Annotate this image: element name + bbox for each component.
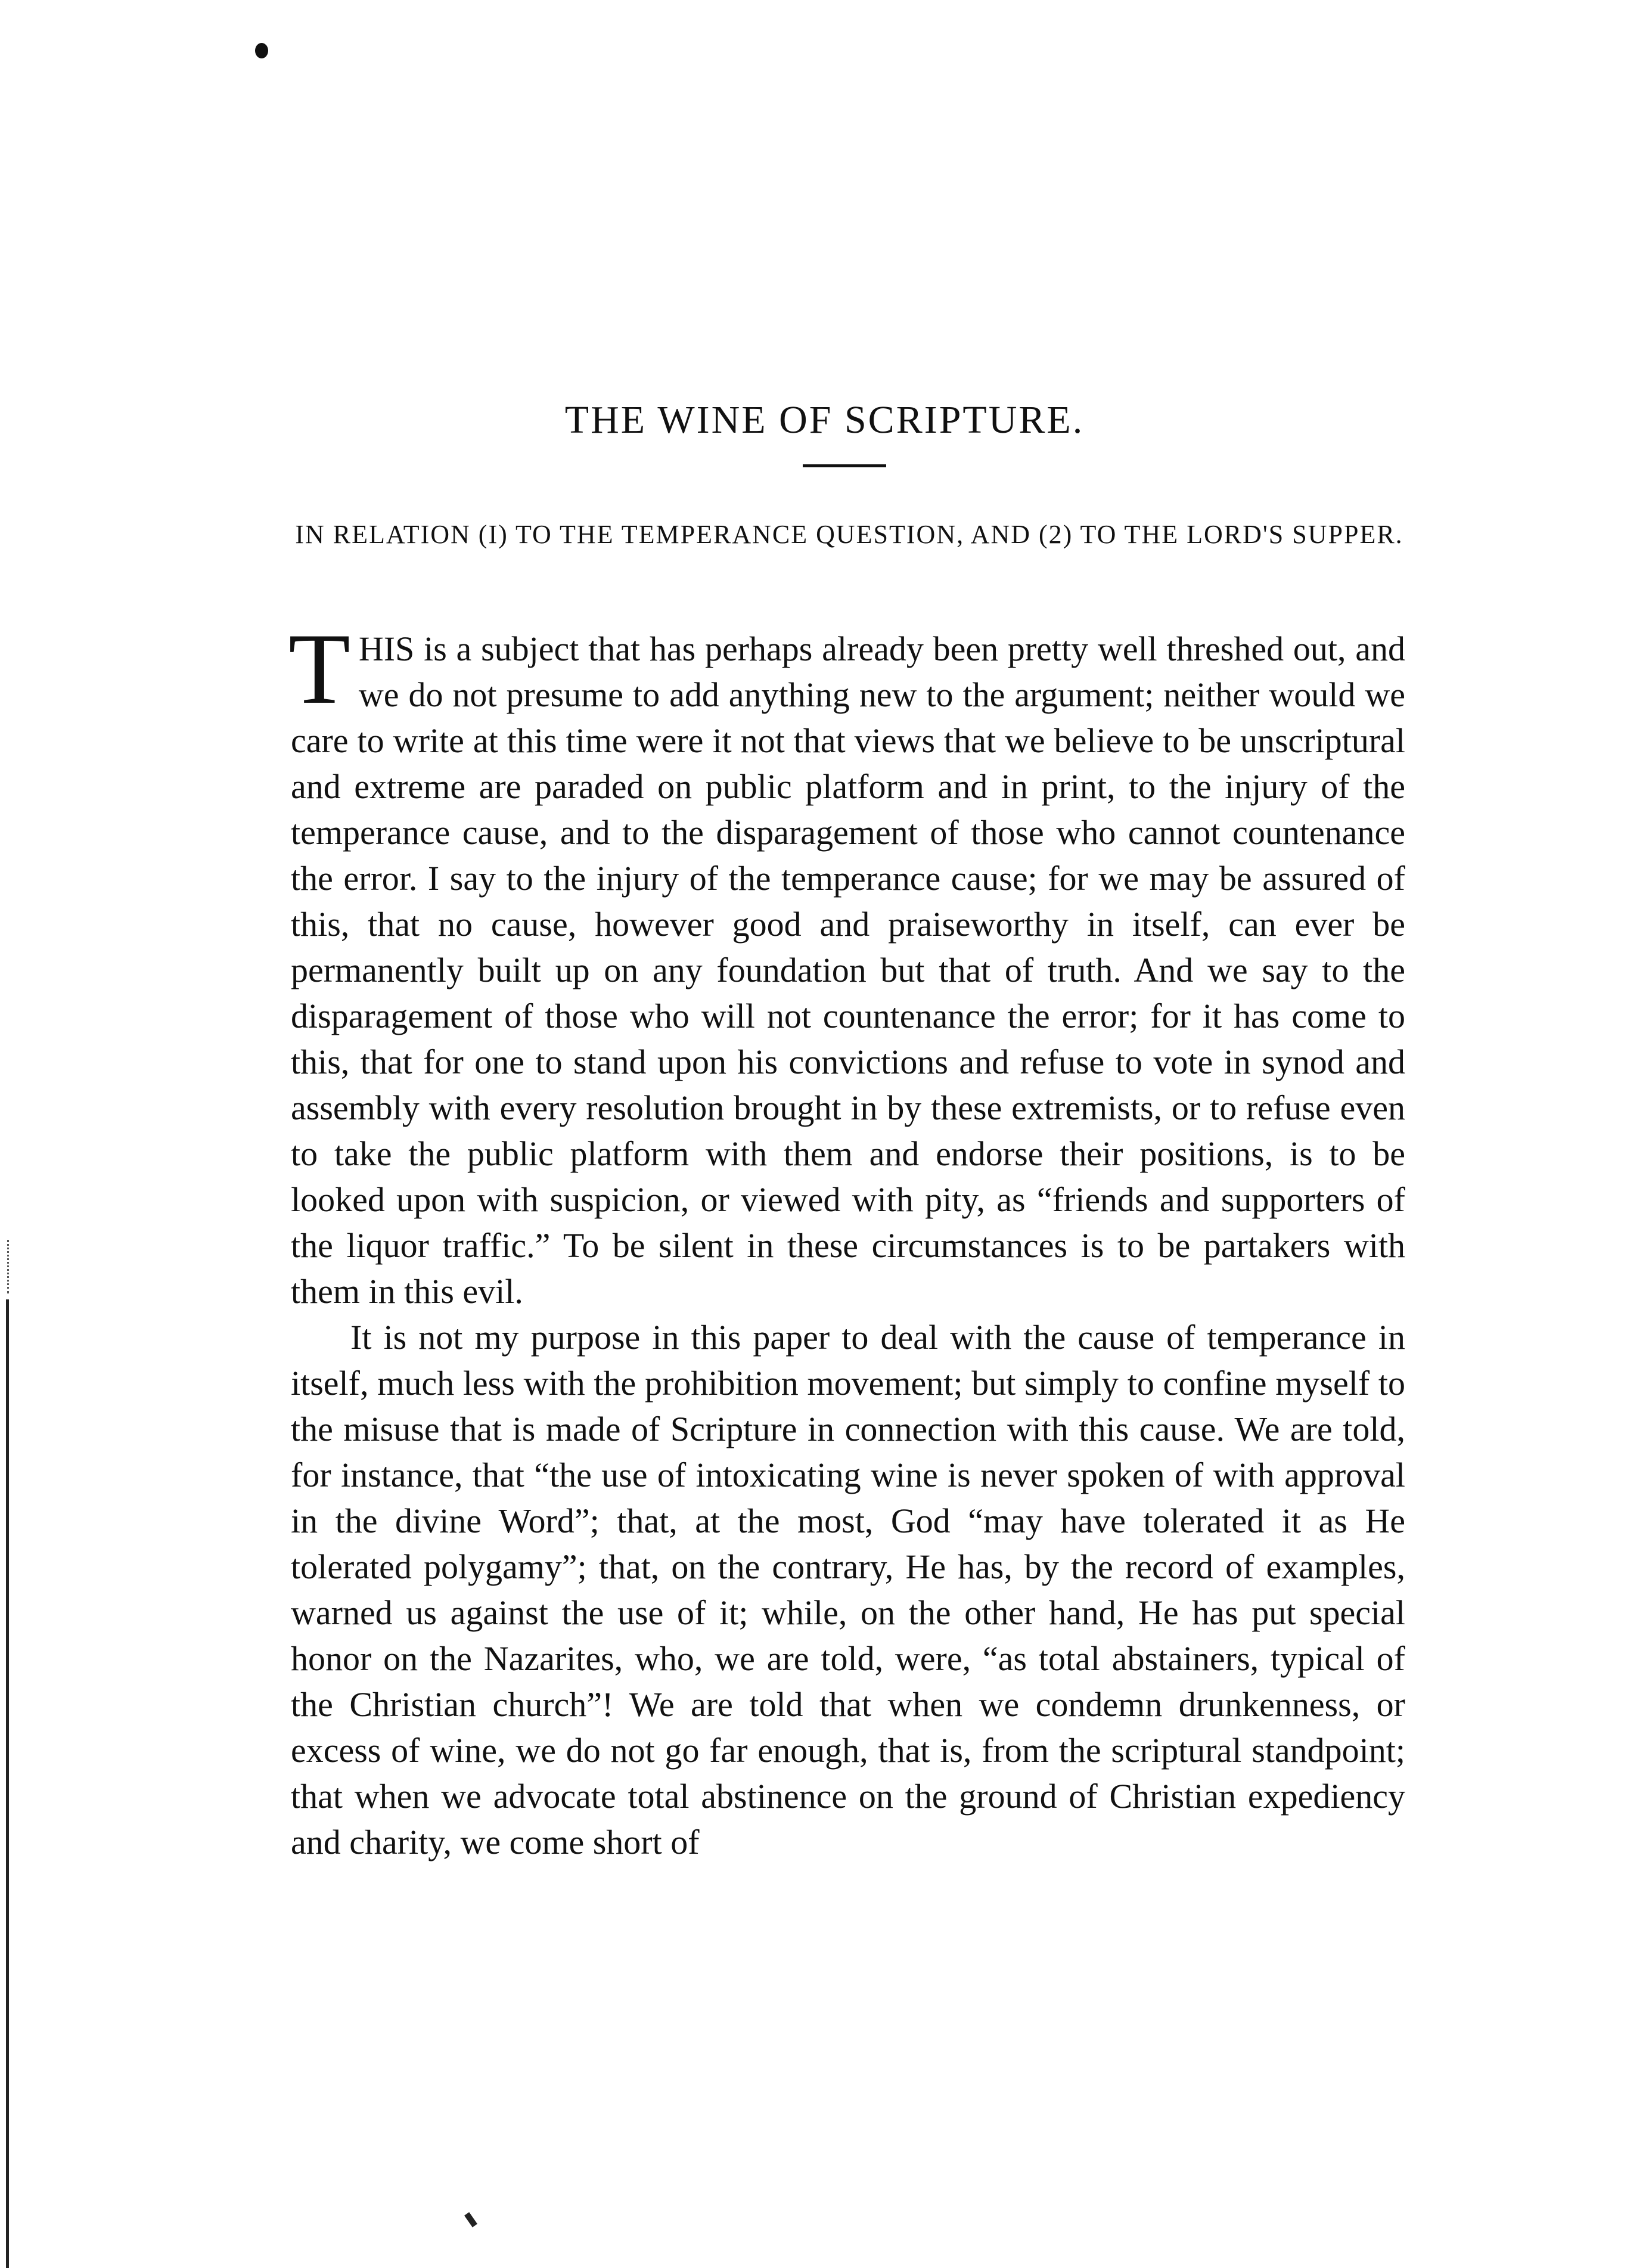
chapter-subtitle: IN RELATION (I) TO THE TEMPERANCE QUESTION, AND (2) TO THE LORD'S SUPPER. bbox=[295, 520, 1403, 549]
title-rule bbox=[803, 464, 886, 467]
paragraph-2: It is not my purpose in this paper to deal with the cause of temperance in itself, much less with the prohibition movement; but simply to confine myself to the misuse that is made of Scripture in connection with this cause. We are told, for instance, that “the use of intoxicating wine is never spoken of with approval in the divine Word”; that, at the most, God “may have tolerated it as He tolerated polygamy”; that, on the contrary, He has, by the record of examples, warned us against the use of it; while, on the other hand, He has put special honor on the Nazarites, who, we are told, were, “as total abstainers, typical of the Christian church”! We are told that when we condemn drunkenness, or excess of wine, we do not go far enough, that is, from the scriptural standpoint; that when we advocate total abstinence on the ground of Christian expediency and charity, we come short of bbox=[291, 1318, 1405, 1861]
ink-speck bbox=[464, 2212, 477, 2227]
paragraph-1 bbox=[288, 613, 1405, 1314]
chapter-title: THE WINE OF SCRIPTURE. bbox=[564, 398, 1085, 442]
drop-cap: T bbox=[288, 613, 350, 725]
scan-edge-marks bbox=[7, 1240, 11, 1293]
paragraph-1-text: HIS is a subject that has perhaps already been pretty well threshed out, and we do not presume to add anything new to the argument; neither would we care to write at this time were it not that views that we believe to be unscriptural and extreme are paraded on public platform and in print, to the injury of the temperance cause, and to the disparagement of those who cannot countenance the error. I say to the injury of the temperance cause; for we may be assured of this, that no cause, however good and praiseworthy in itself, can ever be permanently built up on any foundation but that of truth. And we say to the disparagement of those who will not countenance the error; for it has come to this, that for one to stand upon his convictions and refuse to vote in synod and assembly with every resolution brought in by these extremists, or to refuse even to take the public platform with them and endorse their positions, is to be looked upon with suspicion, or viewed with pity, as “friends and supporters of the liquor traffic.” To be silent in these circumstances is to be partakers with them in this evil. bbox=[291, 629, 1405, 1311]
ink-dot bbox=[255, 43, 268, 58]
body-text bbox=[288, 613, 1405, 1865]
scan-edge-line bbox=[6, 1299, 9, 2268]
